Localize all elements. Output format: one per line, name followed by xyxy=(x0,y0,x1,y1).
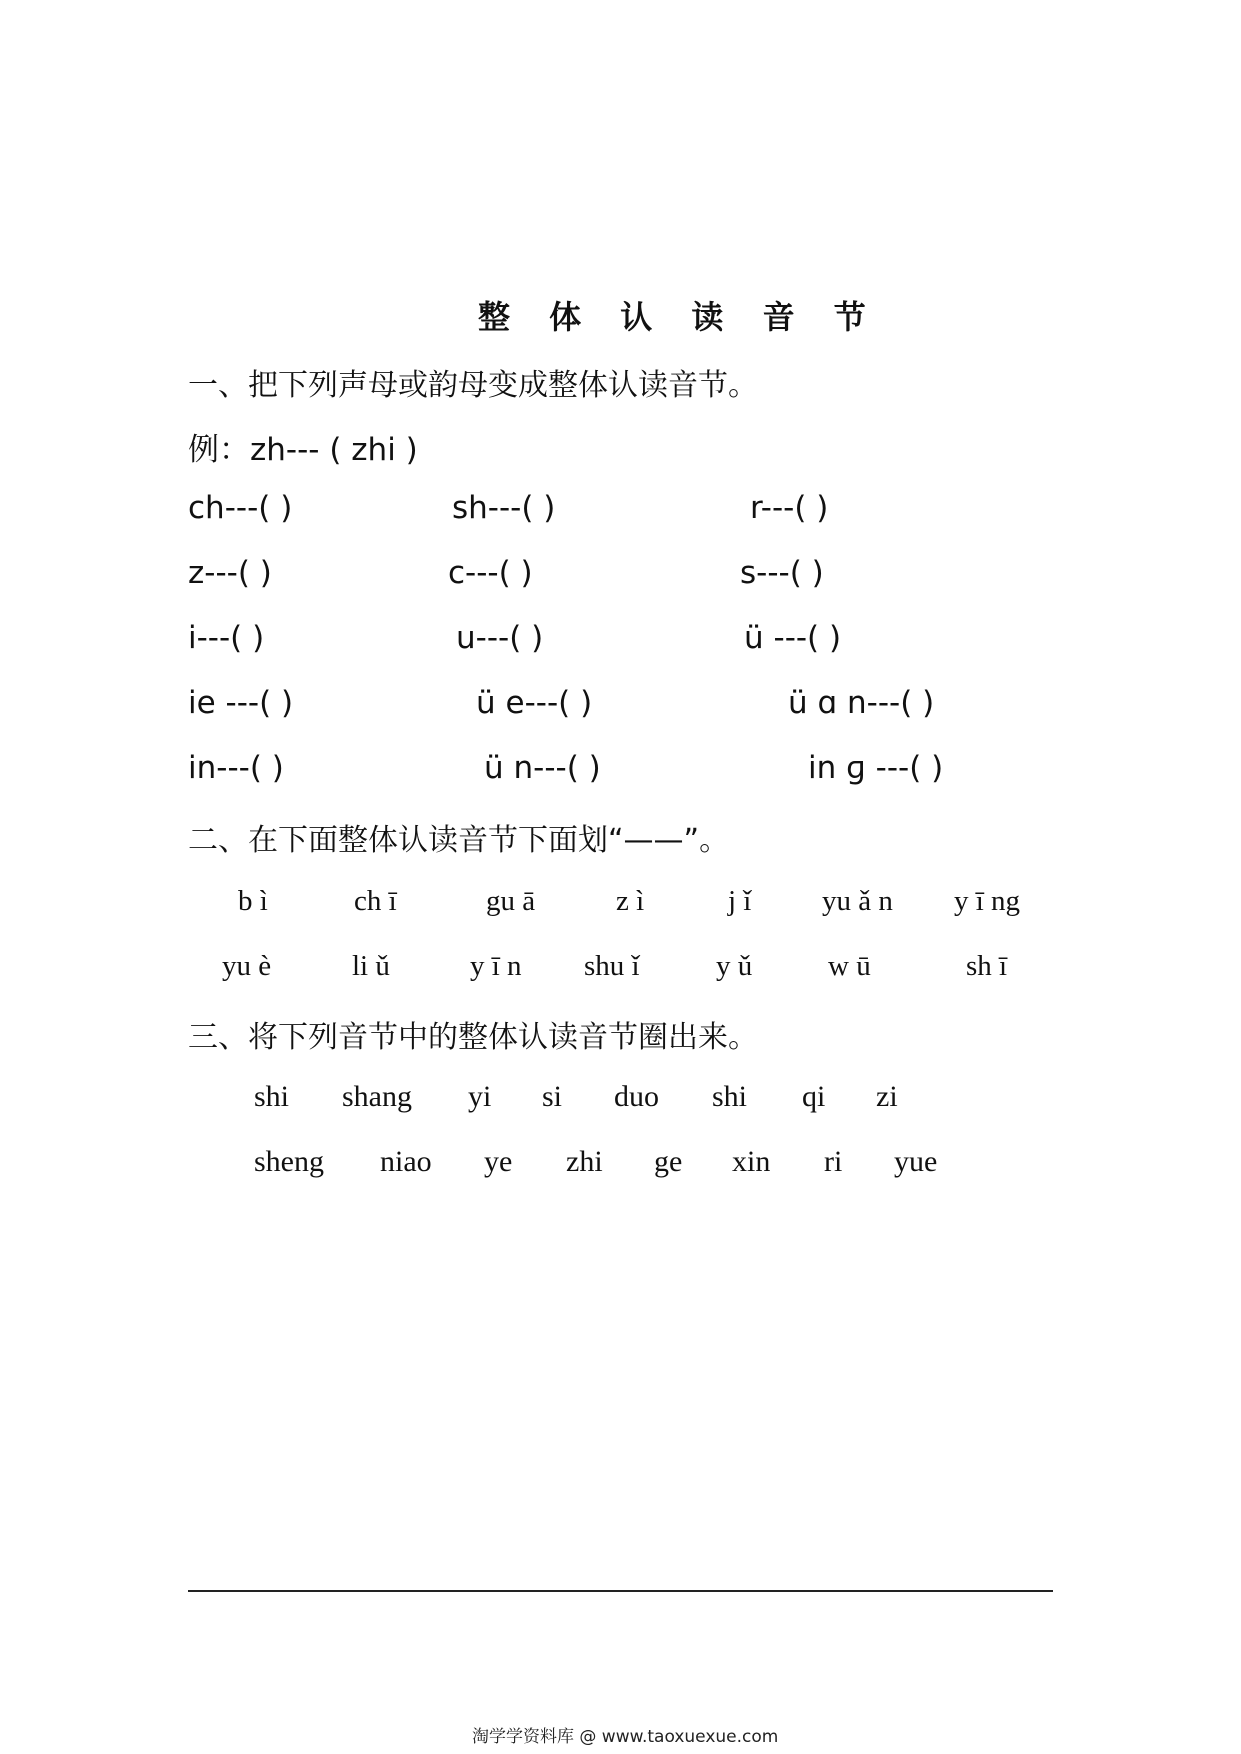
exercise-item: ch---( ) xyxy=(188,490,293,526)
exercise-item: ü ɑ n---( ) xyxy=(788,685,935,721)
pinyin-syllable: b ì xyxy=(238,885,268,917)
pinyin-syllable: ch ī xyxy=(354,885,397,917)
section1-heading: 一、把下列声母或韵母变成整体认读音节。 xyxy=(188,368,758,403)
pinyin-syllable: li ǔ xyxy=(352,950,390,982)
exercise-item: s---( ) xyxy=(740,555,824,591)
exercise-item: u---( ) xyxy=(456,620,544,656)
pinyin-syllable: w ū xyxy=(828,950,871,982)
pinyin-syllable: shu ǐ xyxy=(584,950,640,982)
exercise-item: ie ---( ) xyxy=(188,685,294,721)
pinyin-syllable: shang xyxy=(342,1080,412,1113)
exercise-item: in ɡ ---( ) xyxy=(808,750,944,786)
pinyin-syllable: z ì xyxy=(616,885,645,917)
section2-heading: 二、在下面整体认读音节下面划“——”。 xyxy=(188,823,730,858)
pinyin-syllable: niao xyxy=(380,1145,432,1178)
pinyin-syllable: yue xyxy=(894,1145,938,1178)
exercise-item: z---( ) xyxy=(188,555,272,591)
footer-divider xyxy=(188,1590,1053,1592)
pinyin-syllable: yi xyxy=(468,1080,492,1113)
pinyin-syllable: yu è xyxy=(222,950,272,982)
pinyin-syllable: y ī ng xyxy=(954,885,1021,917)
pinyin-syllable: j ǐ xyxy=(728,885,752,917)
exercise-item: ü n---( ) xyxy=(484,750,601,786)
pinyin-syllable: sheng xyxy=(254,1145,324,1178)
pinyin-syllable: y ī n xyxy=(470,950,522,982)
pinyin-syllable: y ǔ xyxy=(716,950,753,982)
exercise-item: in---( ) xyxy=(188,750,284,786)
exercise-item: r---( ) xyxy=(750,490,829,526)
page-title: 整 体 认 读 音 节 xyxy=(478,298,880,336)
section1-example: 例：zh--- ( zhi ) xyxy=(188,432,418,468)
exercise-item: ü e---( ) xyxy=(476,685,593,721)
exercise-item: c---( ) xyxy=(448,555,533,591)
pinyin-syllable: sh ī xyxy=(966,950,1008,982)
pinyin-syllable: zhi xyxy=(566,1145,603,1178)
exercise-item: i---( ) xyxy=(188,620,265,656)
pinyin-syllable: ge xyxy=(654,1145,683,1178)
pinyin-syllable: duo xyxy=(614,1080,659,1113)
section3-heading: 三、将下列音节中的整体认读音节圈出来。 xyxy=(188,1020,758,1055)
pinyin-syllable: shi xyxy=(712,1080,748,1113)
pinyin-syllable: shi xyxy=(254,1080,290,1113)
pinyin-syllable: xin xyxy=(732,1145,771,1178)
pinyin-syllable: ye xyxy=(484,1145,513,1178)
pinyin-syllable: ri xyxy=(824,1145,843,1178)
pinyin-syllable: yu ǎ n xyxy=(822,885,893,917)
exercise-item: ü ---( ) xyxy=(744,620,842,656)
pinyin-syllable: zi xyxy=(876,1080,898,1113)
pinyin-syllable: si xyxy=(542,1080,563,1113)
exercise-item: sh---( ) xyxy=(452,490,556,526)
pinyin-syllable: gu ā xyxy=(486,885,536,917)
pinyin-syllable: qi xyxy=(802,1080,826,1113)
footer-watermark: 淘学学资料库 @ www.taoxuexue.com xyxy=(472,1727,779,1747)
